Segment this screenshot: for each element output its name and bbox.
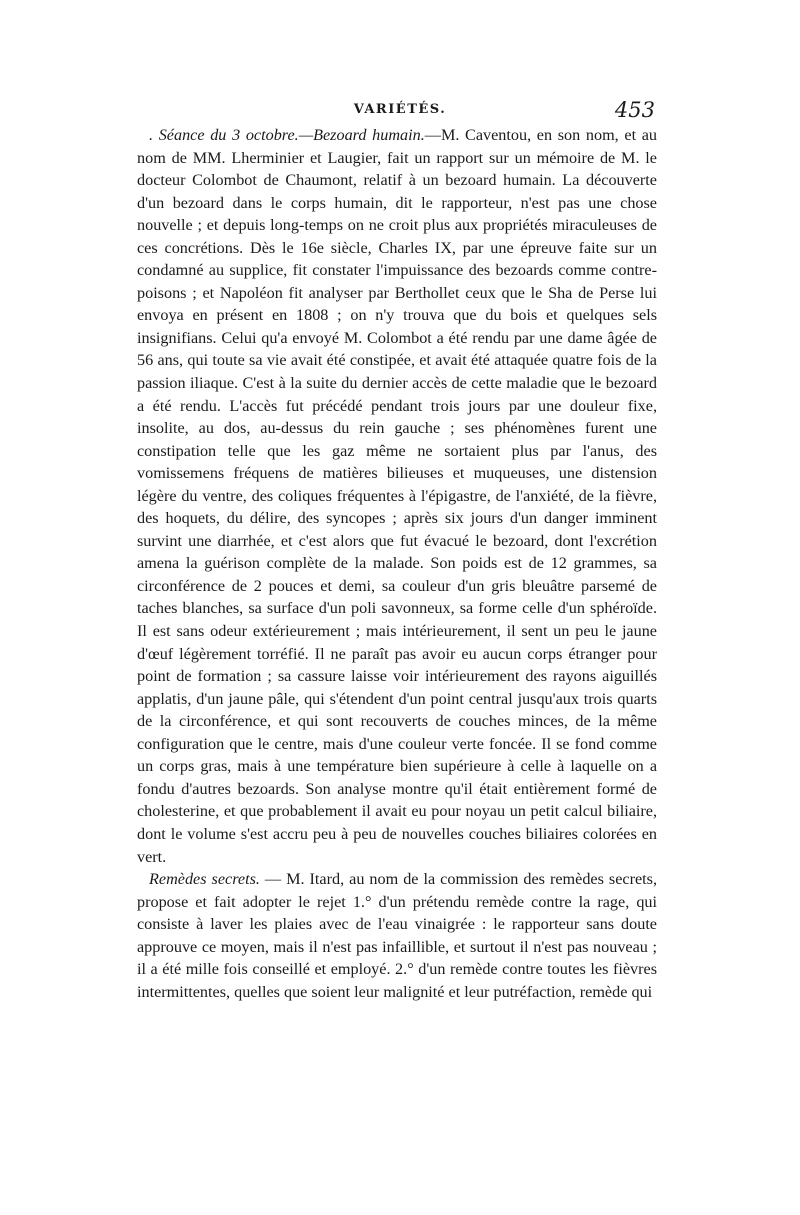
paragraph-remedes — [137, 868, 657, 1003]
paragraph-seance — [137, 124, 657, 868]
running-head — [145, 98, 655, 122]
paragraph-text: — M. Itard, au nom de la commission des remèdes secrets, propose et fait adopter le rejet 1.° d'un prétendu remède contre la rage, qui consiste à laver les plaies avec de l'eau vinaigrée : le rapporteur sans doute approuve ce moyen, mais il n'est pas infaillible, et surtout il n'est pas nouveau ; il a été mille fois conseillé et employé. 2.° d'un remède contre toutes les fièvres intermittentes, quelles que soient leur malignité et leur putréfaction, remède qui — [137, 870, 657, 1001]
paragraph-heading: Remèdes secrets. — [149, 870, 260, 889]
page-number: 453 — [614, 98, 655, 122]
paragraph-text: —M. Caventou, en son nom, et au nom de MM. Lherminier et Laugier, fait un rapport sur un mémoire de M. le docteur Colombot de Chaumont, relatif à un bezoard humain. La découverte d'un bezoard dans le corps humain, dit le rapporteur, n'est pas une chose nouvelle ; et depuis long-temps on ne croit plus aux propriétés miraculeuses de ces concrétions. Dès le 16e siècle, Charles IX, par une épreuve faite sur un condamné au supplice, fit constater l'impuissance des bezoards comme contre-poisons ; et Napoléon fit analyser par Berthollet ceux que le Sha de Perse lui envoya en présent en 1808 ; on n'y trouva que du bois et quelques sels insignifians. Celui qu'a envoyé M. Colombot a été rendu par une dame âgée de 56 ans, qui toute sa vie avait été constipée, et avait été attaquée quatre fois de la passion iliaque. C'est à la suite du dernier accès de cette maladie que le bezoard a été rendu. L'accès fut précédé pendant trois jours par une douleur fixe, insolite, au dos, au-dessus du rein gauche ; ses phénomènes furent une constipation telle que les gaz même ne sortaient plus par l'anus, des vomissemens fréquens de matières bilieuses et muqueuses, une distension légère du ventre, des coliques fréquentes à l'épigastre, de l'anxiété, de la fièvre, des hoquets, du délire, des syncopes ; après six jours d'un danger imminent survint une diarrhée, et c'est alors que fut évacué le bezoard, dont l'excrétion amena la guérison complète de la malade. Son poids est de 12 grammes, sa circonférence de 2 pouces et demi, sa couleur d'un gris bleuâtre parsemé de taches blanches, sa surface d'un poli savonneux, sa forme celle d'un sphéroïde. Il est sans odeur extérieurement ; mais intérieurement, il sent un peu le jaune d'œuf légèrement torréfié. Il ne paraît pas avoir eu aucun corps étranger pour point de formation ; sa cassure laisse voir intérieurement des rayons aiguillés applatis, d'un jaune pâle, qui s'étendent d'un point central jusqu'aux trois quarts de la circonférence, et qui sont recouverts de couches minces, de la même configuration que le centre, mais d'une couleur verte foncée. Il se fond comme un corps gras, mais à une température bien supérieure à celle à laquelle on a fondu d'autres bezoards. Son analyse montre qu'il était entièrement formé de cholesterine, et que probablement il avait eu pour noyau un petit calcul biliaire, dont le volume s'est accru peu à peu de nouvelles couches biliaires colorées en vert. — [137, 126, 658, 866]
running-title: VARIÉTÉS. — [353, 102, 447, 117]
body-text — [137, 124, 657, 1003]
paragraph-heading: . Séance du 3 octobre.—Bezoard humain. — [149, 126, 425, 144]
